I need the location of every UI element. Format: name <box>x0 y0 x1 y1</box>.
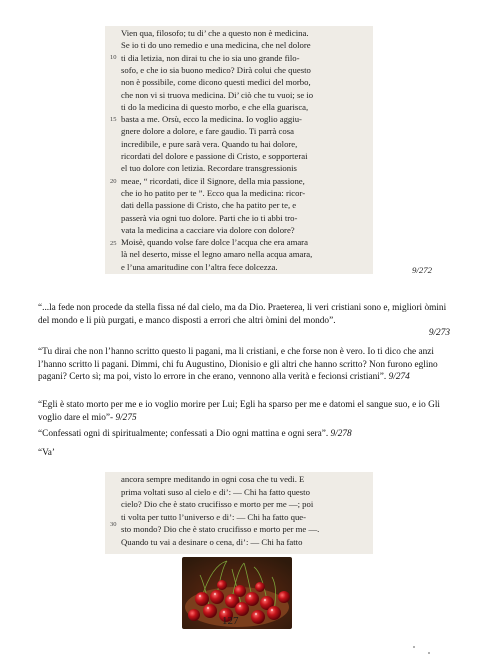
quote-paragraph <box>38 428 450 441</box>
excerpt-line: dati della passione di Cristo, che ha patito per te, e <box>121 200 297 211</box>
line-number: 10 <box>110 54 117 61</box>
excerpt-line: e l’una amaritudine con l’altra fece dolcezza. <box>121 261 278 272</box>
excerpt-line: ricordati del dolore e passione di Cristo, e sopporterai <box>121 151 308 161</box>
excerpt-line: prima voltati suso al cielo e di’: — Chi ha fatto questo <box>121 486 310 497</box>
quote-paragraph <box>38 302 450 340</box>
citation-ref: 9/272 <box>412 265 433 275</box>
excerpt-line: vata la medicina a cacciare via dolore con dolore? <box>121 224 295 235</box>
excerpt-line: sofo, e che io sia buono medico? Dirà colui che questo <box>121 64 311 75</box>
excerpt-line: Quando tu vai a desinare o cena, di’: — Chi ha fatto <box>121 536 303 547</box>
line-number: 20 <box>110 178 117 185</box>
excerpt-line: meae, “ ricordati, dice il Signore, della mia passione, <box>121 175 305 186</box>
excerpt-line: ti dia letizia, non dirai tu che io sia uno grande filo- <box>121 52 300 63</box>
excerpt-line: ancora sempre meditando in ogni cosa che tu vedi. E <box>121 474 305 484</box>
excerpt-line: basta a me. Orsù, ecco la medicina. Io voglio aggiu- <box>121 114 302 125</box>
citation-ref: 9/274 <box>388 372 410 382</box>
excerpt-line: gnere dolore a dolore, e fare gaudio. Ti parrà cosa <box>121 126 294 137</box>
excerpt-line: ti do la medicina di questo morbo, e che ella guarisca, <box>121 101 309 112</box>
quote-paragraph <box>38 399 450 424</box>
excerpt-line: incredibile, e pure sarà vera. Quando tu hai dolore, <box>121 138 298 149</box>
quote-paragraph <box>38 447 450 460</box>
excerpt-line: non è possibile, come dicono questi medici del morbo, <box>121 77 311 88</box>
excerpt-line: ti volta per tutto l’universo e di’: — Chi ha fatto que- <box>121 511 307 522</box>
excerpt-line: Moisè, quando volse fare dolce l’acqua che era amara <box>121 237 308 248</box>
line-number: 25 <box>110 240 117 247</box>
quote-text: “Confessati ogni di spiritualmente; confessati a Dio ogni mattina e ogni sera”. <box>38 429 329 439</box>
excerpt-line: sto mondo? Dio che è stato crucifisso e morto per me —. <box>121 524 320 534</box>
quote-text: “Tu dirai che non l’hanno scritto questo li pagani, ma li cristiani, e che forse non è vero. Io ti dico che anzi l’hanno scritto li pagani. Dimmi, chi fu Augustino, Dionisio e gli altri che hanno scritto? Non furono eglino pagani? Certo sì; ma poi, visto lo errore in che erano, vennono alla verità e fecionsi cristiani”. <box>38 347 438 382</box>
excerpt-line: là nel deserto, misse el legno amaro nella acqua amara, <box>121 249 313 260</box>
page-number: 127 <box>222 615 239 627</box>
excerpt-line: che non vi si truova medicina. Di’ ciò che tu vuoi; se io <box>121 89 314 100</box>
citation-ref: 9/278 <box>330 429 352 439</box>
excerpt-line: Vien qua, filosofo; tu di’ che a questo non è medicina. <box>121 28 309 38</box>
scan-speck <box>428 652 430 654</box>
excerpt-line: cielo? Dio che è stato crucifisso e morto per me —; poi <box>121 499 314 509</box>
excerpt-line: Se io ti do uno remedio e una medicina, che nel dolore <box>121 40 311 51</box>
line-number: 30 <box>110 521 117 528</box>
line-number: 15 <box>110 116 117 123</box>
excerpt-line: el tuo dolore con letizia. Recordare transgressionis <box>121 163 297 174</box>
citation-ref: 9/275 <box>115 412 137 423</box>
excerpt-line: che io ho patito per te ”. Ecco qua la medicina: ricor- <box>121 187 306 198</box>
excerpt-line: passerà via ogni tuo dolore. Parti che io ti abbi tro- <box>121 212 298 223</box>
quote-text: “Egli è stato morto per me e io voglio morire per Lui; Egli ha sparso per me e datomi el sangue suo, e io Gli voglio dare el mio”- <box>38 400 440 423</box>
quote-paragraph <box>38 346 450 384</box>
scan-speck <box>413 646 415 648</box>
quote-text: “Va’ <box>38 448 56 458</box>
citation-ref: 9/273 <box>428 328 450 338</box>
quote-text: “...la fede non procede da stella fissa né dal cielo, ma da Dio. Praeterea, li veri cristiani sono e, migliori òmini del mondo e li più purgati, e manco disposti a errori che altri òmini del mondo”. <box>38 303 447 326</box>
